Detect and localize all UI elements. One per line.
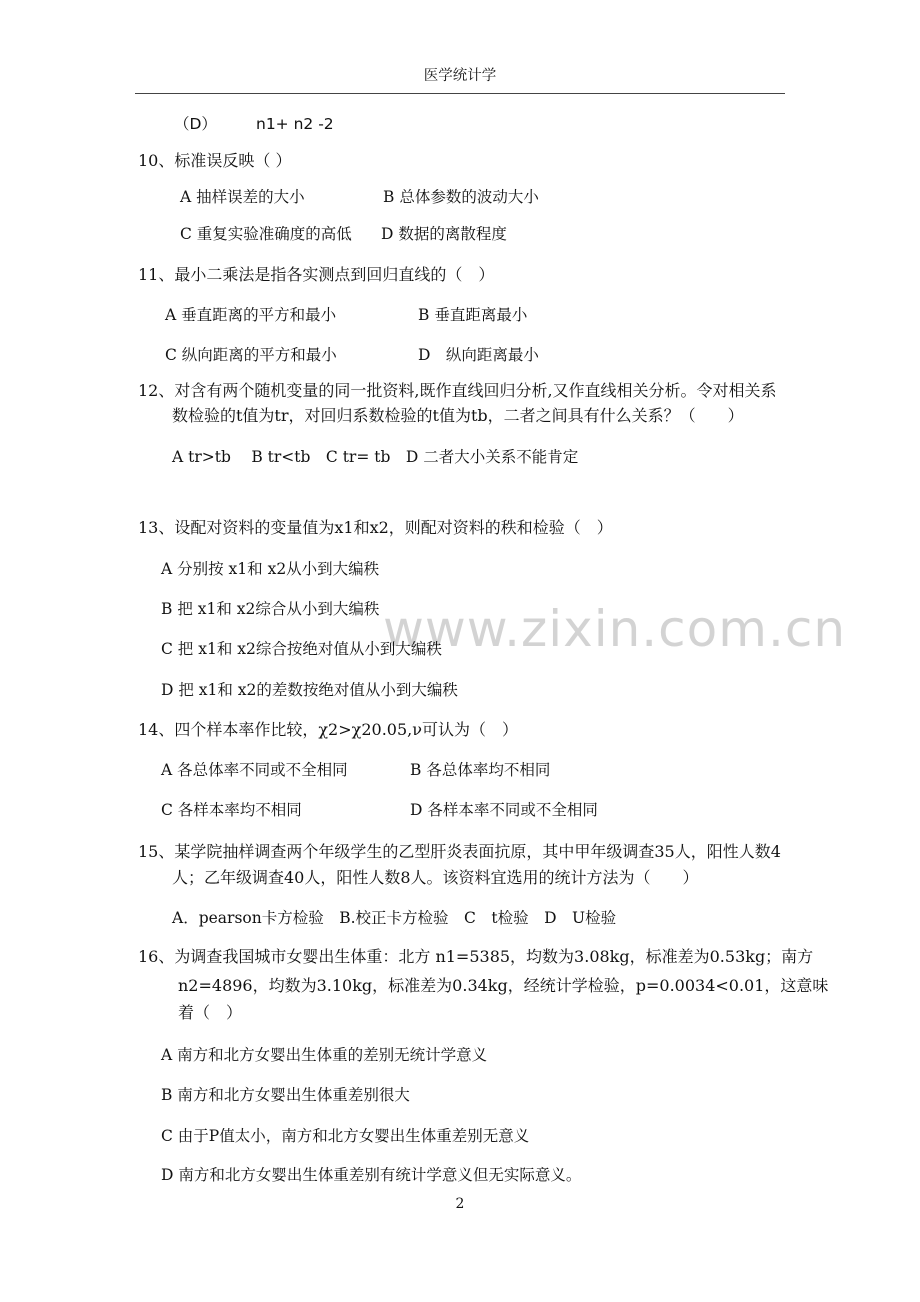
q16-stem-line2: n2=4896，均数为3.10kg，标准差为0.34kg，经统计学检验，p=0.0034<0.01，这意味 xyxy=(178,976,829,995)
q12-stem-line2: 数检验的t值为tr，对回归系数检验的t值为tb，二者之间具有什么关系？（ ） xyxy=(172,406,744,425)
q11-option-b: B 垂直距离最小 xyxy=(418,306,528,324)
q16-stem-line1: 16、为调查我国城市女婴出生体重：北方 n1=5385，均数为3.08kg，标准差为0.53kg；南方 xyxy=(138,947,814,966)
q10-stem: 10、标准误反映（ ） xyxy=(138,151,292,170)
q14-option-b: B 各总体率均不相同 xyxy=(410,761,551,779)
q13-option-b: B 把 x1和 x2综合从小到大编秩 xyxy=(161,600,380,618)
q15-stem-line2: 人；乙年级调查40人，阳性人数8人。该资料宜选用的统计方法为（ ） xyxy=(172,868,699,887)
q16-option-a: A 南方和北方女婴出生体重的差别无统计学意义 xyxy=(161,1046,488,1064)
q14-option-c: C 各样本率均不相同 xyxy=(161,801,302,819)
q9-formula: n1+ n2 -2 xyxy=(256,115,334,133)
q10-option-a: A 抽样误差的大小 xyxy=(180,188,305,206)
q14-option-d: D 各样本率不同或不全相同 xyxy=(410,801,598,819)
q16-option-b: B 南方和北方女婴出生体重差别很大 xyxy=(161,1086,410,1104)
q15-options: A．pearson卡方检验 B.校正卡方检验 C t检验 D U检验 xyxy=(172,909,617,927)
page-header-title: 医学统计学 xyxy=(423,68,497,84)
q10-option-d: D 数据的离散程度 xyxy=(381,225,507,243)
q10-option-b: B 总体参数的波动大小 xyxy=(383,188,539,206)
q15-stem-line1: 15、某学院抽样调查两个年级学生的乙型肝炎表面抗原，其中甲年级调查35人，阳性人数4 xyxy=(138,842,781,861)
header-rule xyxy=(135,93,785,94)
q16-option-c: C 由于P值太小，南方和北方女婴出生体重差别无意义 xyxy=(161,1127,530,1145)
q12-stem-line1: 12、对含有两个随机变量的同一批资料,既作直线回归分析,又作直线相关分析。令对相关系 xyxy=(138,381,777,400)
q14-stem: 14、四个样本率作比较，χ2>χ20.05,ν可认为（ ） xyxy=(138,720,518,739)
q11-option-d: D 纵向距离最小 xyxy=(418,346,539,364)
watermark: www.zixin.com.cn xyxy=(383,600,847,658)
q16-stem-line3: 着（ ） xyxy=(178,1003,243,1022)
q11-option-c: C 纵向距离的平方和最小 xyxy=(165,346,337,364)
q12-options: A tr>tb B tr<tb C tr= tb D 二者大小关系不能肯定 xyxy=(172,448,579,466)
q11-option-a: A 垂直距离的平方和最小 xyxy=(165,306,337,324)
q14-option-a: A 各总体率不同或不全相同 xyxy=(161,761,348,779)
page-number: 2 xyxy=(455,1196,465,1212)
q13-option-d: D 把 x1和 x2的差数按绝对值从小到大编秩 xyxy=(161,681,458,699)
q11-stem: 11、最小二乘法是指各实测点到回归直线的（ ） xyxy=(138,265,495,284)
q13-option-a: A 分别按 x1和 x2从小到大编秩 xyxy=(161,560,380,578)
q10-option-c: C 重复实验准确度的高低 xyxy=(180,225,352,243)
q13-stem: 13、设配对资料的变量值为x1和x2，则配对资料的秩和检验（ ） xyxy=(138,518,613,537)
q16-option-d: D 南方和北方女婴出生体重差别有统计学意义但无实际意义。 xyxy=(161,1166,582,1184)
q13-option-c: C 把 x1和 x2综合按绝对值从小到大编秩 xyxy=(161,640,442,658)
q9-option-label: （D） xyxy=(174,115,217,133)
